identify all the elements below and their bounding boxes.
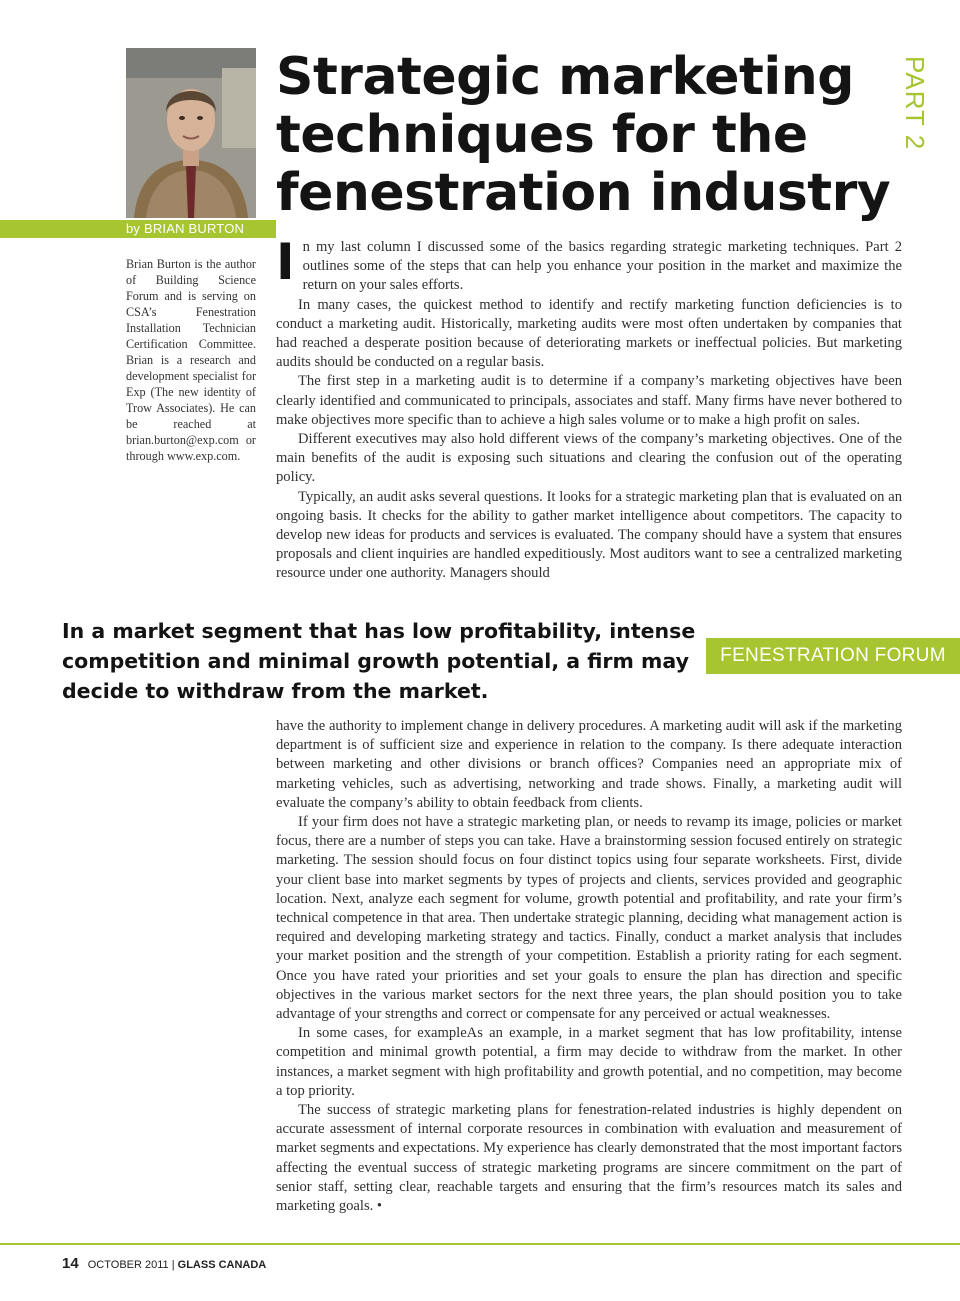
body-paragraph: The first step in a marketing audit is to determine if a company’s marketing objectives have been clearly identified and communicated to principals, associates and staff. Many firms have never bothered to make objectives more specific than to achieve a high sales volume or to make a high profit on sales. xyxy=(276,373,902,428)
article-body-bottom xyxy=(276,717,902,1216)
issue-date: OCTOBER 2011 | xyxy=(87,1259,175,1271)
author-photo xyxy=(126,48,256,218)
body-paragraph: Different executives may also hold different views of the company’s marketing objectives. One of the main benefits of the audit is exposing such situations and clearing the confusion out of the operating policy. xyxy=(276,431,902,486)
pull-quote: In a market segment that has low profitability, intense competition and minimal growth potential, a firm may decide to withdraw from the market. xyxy=(62,619,696,703)
section-tag: FENESTRATION FORUM xyxy=(706,638,960,674)
body-paragraph: If your firm does not have a strategic marketing plan, or needs to revamp its image, policies or market focus, there are a number of steps you can take. Have a brainstorming session focused entirely on strategic marketing. The session should focus on four distinct topics using four separate worksheets. First, divide your client base into market segments by types of projects and clients, services provided and geographic location. Next, analyze each segment for volume, growth potential and profitability, and rate your firm’s technical competence in that area. Then undertake strategic planning, deciding what management action is required and developing marketing strategy and tactics. Finally, conduct a market analysis that includes your market position and the strength of your competition. Establish a priority rating for each segment. Once you have rated your priorities and set your goals to ensure the plan has direction and specific objectives in the various market sectors for the next three years, the plan should position you to take advantage of your strengths and correct or compensate for any perceived or actual weaknesses. xyxy=(276,814,902,1023)
page-number: 14 xyxy=(62,1255,79,1272)
body-paragraph: In many cases, the quickest method to identify and rectify marketing function deficiencies is to conduct a marketing audit. Historically, marketing audits were most often undertaken by companies that had reached a desperate position because of deteriorating markets or ineffectual policies. But marketing audits should be conducted on a regular basis. xyxy=(276,296,902,371)
part-label: PART 2 xyxy=(900,56,930,151)
author-byline: by BRIAN BURTON xyxy=(126,221,245,236)
body-paragraph: In some cases, for exampleAs an example, in a market segment that has low profitability, intense competition and minimal growth potential, a firm may decide to withdraw from the market. In other instances, a market segment with high profitability and growth potential, and no competition, may become a top priority. xyxy=(276,1025,902,1099)
body-paragraph: have the authority to implement change in delivery procedures. A marketing audit will ask if the marketing department is of sufficient size and experience in relation to the company. Is there adequate interaction between marketing and other divisions or branch offices? Companies need an appropriate mix of marketing vehicles, such as advertising, networking and trade shows. Finally, a marketing audit will evaluate the company’s ability to obtain feedback from clients. xyxy=(276,718,902,811)
footer-rule xyxy=(0,1243,960,1245)
body-paragraph: The success of strategic marketing plans for fenestration-related industries is highly dependent on accurate assessment of internal corporate resources in combination with evaluation and measurement of market segments and expectations. My experience has clearly demonstrated that the most important factors affecting the eventual success of strategic marketing programs are sincere commitment on the part of senior staff, setting clear, reachable targets and ensuring that the firm’s resources match its sales and marketing goals. • xyxy=(276,1102,902,1215)
page-footer xyxy=(62,1255,266,1273)
author-portrait-illustration xyxy=(126,48,256,218)
body-paragraph: n my last column I discussed some of the basics regarding strategic marketing techniques. Part 2 outlines some of the steps that can help you enhance your position in the market and maximize the return on your sales efforts. xyxy=(302,239,902,294)
author-bio: Brian Burton is the author of Building Science Forum and is serving on CSA’s Fenestration Installation Technician Certification Committee. Brian is a research and development specialist for Exp (The new identity of Trow Associates). He can be reached at brian.burton@exp.com or through www.exp.com. xyxy=(126,257,256,463)
body-paragraph: Typically, an audit asks several questions. It looks for a strategic marketing plan that is evaluated on an ongoing basis. It checks for the ability to gather market intelligence about competitors. The capacity to develop new ideas for products and services is evaluated. The company should have a system that ensures proposals and client inquiries are handled expeditiously. Most auditors want to see a centralized marketing resource under one authority. Managers should xyxy=(276,488,902,582)
article-title: Strategic marketing techniques for the fenestration industry xyxy=(276,47,891,223)
magazine-name: GLASS CANADA xyxy=(177,1259,267,1271)
article-body-top xyxy=(276,233,902,584)
drop-cap: I xyxy=(276,233,295,291)
